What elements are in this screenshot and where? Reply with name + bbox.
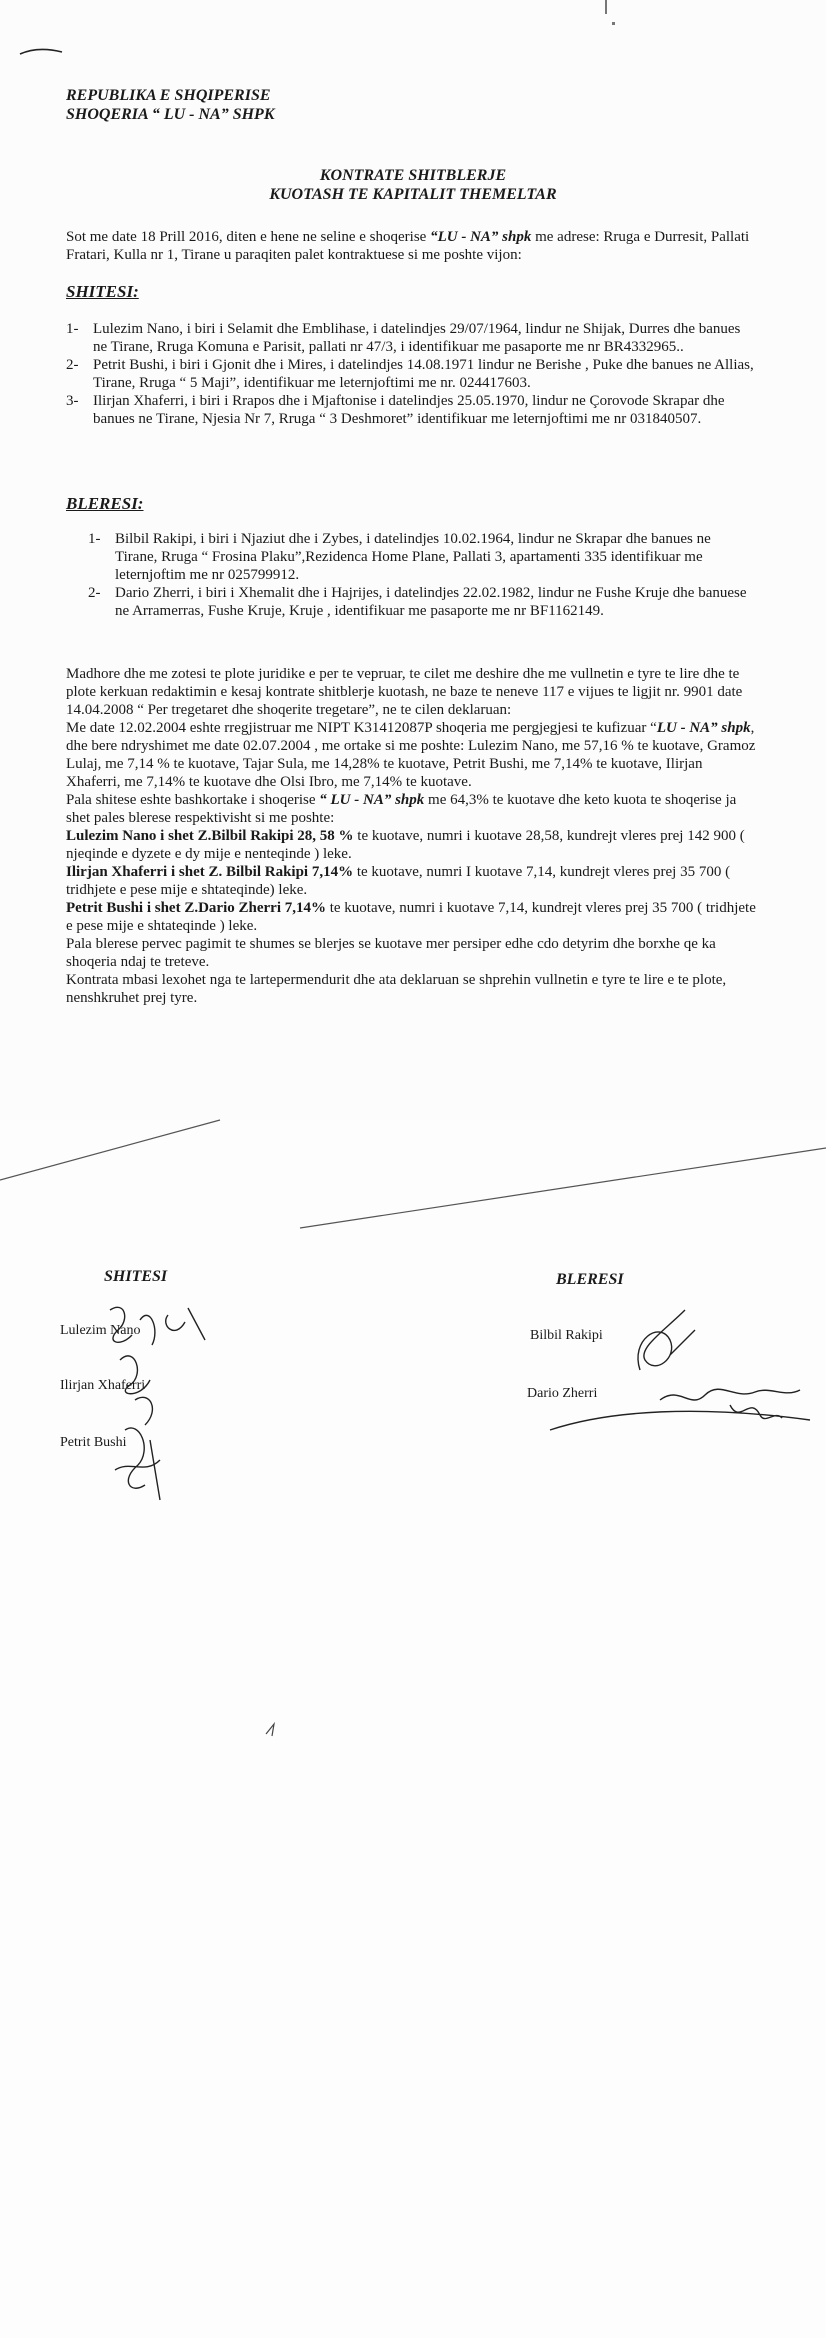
contract-page-2 — [0, 1120, 826, 2338]
scan-mark — [612, 22, 615, 25]
contract-body — [66, 665, 760, 1007]
seller-item: 3- Ilirjan Xhaferri, i biri i Rrapos dhe i Mjaftonise i datelindjes 25.05.1970, lindur ne Çorovode Skrapar dhe banues ne Tirane, Njesia Nr 7, Rruga “ 3 Deshmoret” identifikuar me leternjoftimi me nr 031840507. — [66, 393, 725, 427]
buyers-heading: BLERESI: — [66, 494, 144, 513]
header-republic: REPUBLIKA E SHQIPERISE — [66, 87, 271, 104]
seller-name-2: Ilirjan Xhaferri — [60, 1378, 146, 1393]
seller-item: 1- Lulezim Nano, i biri i Selamit dhe Emblihase, i datelindjes 29/07/1964, lindur ne Shijak, Durres dhe banues ne Tirane, Rruga Komuna e Parisit, pallati nr 47/3, i identifikuar me pasaporte me nr BR4332965.. — [66, 321, 741, 355]
buyer-name-1: Bilbil Rakipi — [530, 1328, 603, 1343]
intro-paragraph — [66, 228, 756, 264]
pen-mark — [18, 36, 68, 66]
body-paragraph: Pala shitese eshte bashkortake i shoqerise “ LU - NA” shpk me 64,3% te kuotave dhe keto kuota te shoqerise ja shet pales blerese respektivisht si me poshte: — [66, 792, 737, 826]
page-edge — [0, 1120, 826, 1230]
contract-title — [0, 166, 826, 204]
buyer-item: 1- Bilbil Rakipi, i biri i Njaziut dhe i Zybes, i datelindjes 10.02.1964, lindur ne Skrapar dhe banues ne Tirane, Rruga “ Frosina Plaku”,Rezidenca Home Plane, Pallati 3, apartamenti 335 identifikuar me leternjoftim me nr 025799912. — [88, 531, 711, 583]
buyer-item: 2- Dario Zherri, i biri i Xhemalit dhe i Hajrijes, i datelindjes 22.02.1982, lindur ne Fushe Kruje dhe banuese ne Arramerras, Fushe Kruje, Kruje , identifikuar me pasaporte me nr BF1162149. — [88, 585, 747, 619]
transfer-clause: Lulezim Nano i shet Z.Bilbil Rakipi 28, 58 % te kuotave, numri i kuotave 28,58, kundrejt vleres prej 142 900 ( njeqinde e dyzete e dy mije e nenteqinde ) leke. — [66, 828, 745, 862]
header-company: SHOQERIA “ LU - NA” SHPK — [66, 106, 275, 123]
company-header — [66, 86, 274, 124]
title-line-1: KONTRATE SHITBLERJE — [319, 167, 507, 184]
title-line-2: KUOTASH TE KAPITALIT THEMELTAR — [269, 186, 557, 203]
buyer-name-2: Dario Zherri — [527, 1386, 598, 1401]
seller-name-1: Lulezim Nano — [60, 1323, 141, 1338]
body-paragraph: Madhore dhe me zotesi te plote juridike e per te vepruar, te cilet me deshire dhe me vullnetin e tyre te lire dhe te plote kerkuan redaktimin e kesaj kontrate shitblerje kuotash, ne baze te neneve 117 e vijues te ligjit nr. 9901 date 14.04.2008 “ Per tregetaret dhe shoqerite tregetare”, ne te cilen deklaruan: — [66, 666, 743, 718]
seller-signatures-icon — [90, 1300, 220, 1510]
body-paragraph: Kontrata mbasi lexohet nga te lartepermendurit dhe ata deklaruan se shprehin vullnetin e tyre te lire e te plote, nenshkruhet prej tyre. — [66, 972, 727, 1006]
body-paragraph: Pala blerese pervec pagimit te shumes se blerjes se kuotave mer persiper edhe cdo detyrim dhe borxhe qe ka shoqeria ndaj te treteve. — [66, 936, 716, 970]
intro-company: “LU - NA” shpk — [430, 229, 532, 245]
intro-text-2: me adrese: Rruga e Durresit, Pallati Fratari, Kulla nr 1, Tirane u paraqiten palet kontraktuese si me poshte vijon: — [66, 229, 750, 263]
seller-name-3: Petrit Bushi — [60, 1435, 127, 1450]
buyers-signature-title: BLERESI — [556, 1271, 624, 1288]
buyer-signatures-icon — [520, 1300, 820, 1450]
contract-page-1 — [0, 0, 826, 1120]
scan-mark — [605, 0, 607, 14]
intro-text-1: Sot me date 18 Prill 2016, diten e hene ne seline e shoqerise — [66, 229, 431, 245]
pen-mark — [262, 1720, 282, 1740]
sellers-heading: SHITESI: — [66, 282, 139, 301]
transfer-clause: Petrit Bushi i shet Z.Dario Zherri 7,14% te kuotave, numri i kuotave 7,14, kundrejt vleres prej 35 700 ( tridhjete e pese mije e shtateqinde ) leke. — [66, 900, 756, 934]
sellers-list — [66, 320, 756, 428]
sellers-signature-title: SHITESI — [104, 1268, 168, 1285]
seller-item: 2- Petrit Bushi, i biri i Gjonit dhe i Mires, i datelindjes 14.08.1971 lindur ne Berishe , Puke dhe banues ne Allias, Tirane, Rruga “ 5 Maji”, identifikuar me leternjoftimi me nr. 024417603. — [66, 357, 754, 391]
buyers-list — [88, 530, 756, 620]
body-paragraph: Me date 12.02.2004 eshte rregjistruar me NIPT K31412087P shoqeria me pergjegjesi te kufizuar “LU - NA” shpk, dhe bere ndryshimet me date 02.07.2004 , me ortake si me poshte: Lulezim Nano, me 57,16 % te kuotave, Gramoz Lulaj, me 7,14 % te kuotave, Tajar Sula, me 14,28% te kuotave, Petrit Bushi, me 7,14% te kuotave, Ilirjan Xhaferri, me 7,14% te kuotave dhe Olsi Ibro, me 7,14% te kuotave. — [66, 720, 756, 790]
transfer-clause: Ilirjan Xhaferri i shet Z. Bilbil Rakipi 7,14% te kuotave, numri I kuotave 7,14, kundrejt vleres prej 35 700 ( tridhjete e pese mije e shtateqinde) leke. — [66, 864, 731, 898]
